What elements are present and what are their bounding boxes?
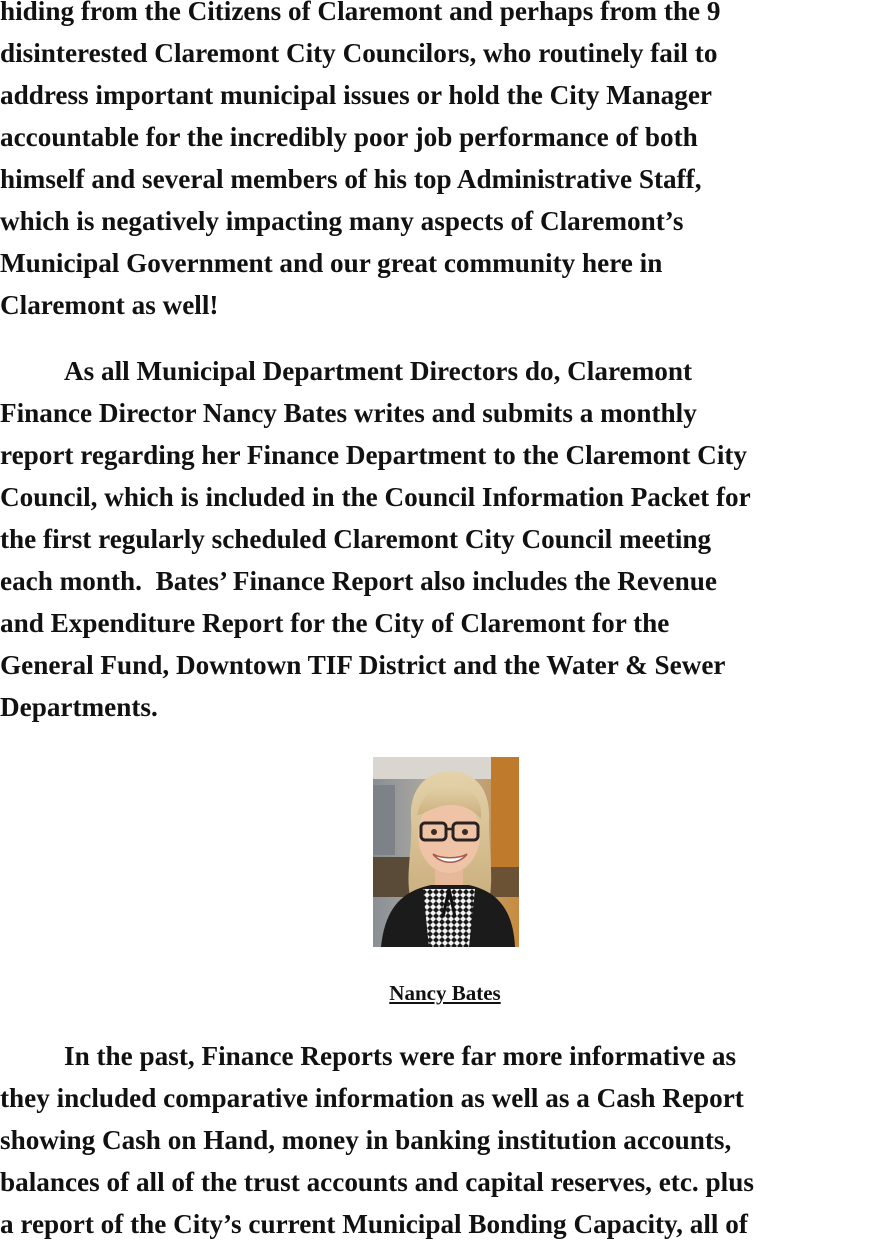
- text-line: they included comparative information as well as a Cash Report: [0, 1083, 744, 1113]
- text-line: and Expenditure Report for the City of Claremont for the: [0, 608, 670, 638]
- text-line: Claremont as well!: [0, 290, 219, 320]
- text-line: accountable for the incredibly poor job performance of both: [0, 122, 698, 152]
- text-line: each month. Bates’ Finance Report also includes the Revenue: [0, 566, 717, 596]
- text-line: Municipal Government and our great community here in: [0, 248, 663, 278]
- portrait-photo: [373, 757, 519, 947]
- text-line: In the past, Finance Reports were far more informative as: [64, 1041, 737, 1071]
- text-line: Council, which is included in the Council Information Packet for: [0, 482, 751, 512]
- text-line: address important municipal issues or hold the City Manager: [0, 80, 712, 110]
- text-line: disinterested Claremont City Councilors, who routinely fail to: [0, 38, 718, 68]
- text-line: balances of all of the trust accounts and capital reserves, etc. plus: [0, 1167, 754, 1197]
- text-line: hiding from the Citizens of Claremont and perhaps from the 9: [0, 0, 721, 26]
- text-line: which is negatively impacting many aspects of Claremont’s: [0, 206, 684, 236]
- text-line: a report of the City’s current Municipal Bonding Capacity, all of: [0, 1209, 748, 1239]
- text-line: the first regularly scheduled Claremont City Council meeting: [0, 524, 712, 554]
- text-line: himself and several members of his top Administrative Staff,: [0, 164, 702, 194]
- text-line: Departments.: [0, 692, 158, 722]
- text-line: General Fund, Downtown TIF District and the Water & Sewer: [0, 650, 726, 680]
- text-line: report regarding her Finance Department to the Claremont City: [0, 440, 748, 470]
- paragraph-3: [0, 1035, 754, 1245]
- paragraph-1: [0, 0, 880, 326]
- paragraph-2: [0, 350, 880, 728]
- text-line: showing Cash on Hand, money in banking institution accounts,: [0, 1125, 732, 1155]
- text-line: As all Municipal Department Directors do, Claremont: [64, 356, 693, 386]
- photo-caption: Nancy Bates: [389, 981, 501, 1005]
- text-line: Finance Director Nancy Bates writes and submits a monthly: [0, 398, 697, 428]
